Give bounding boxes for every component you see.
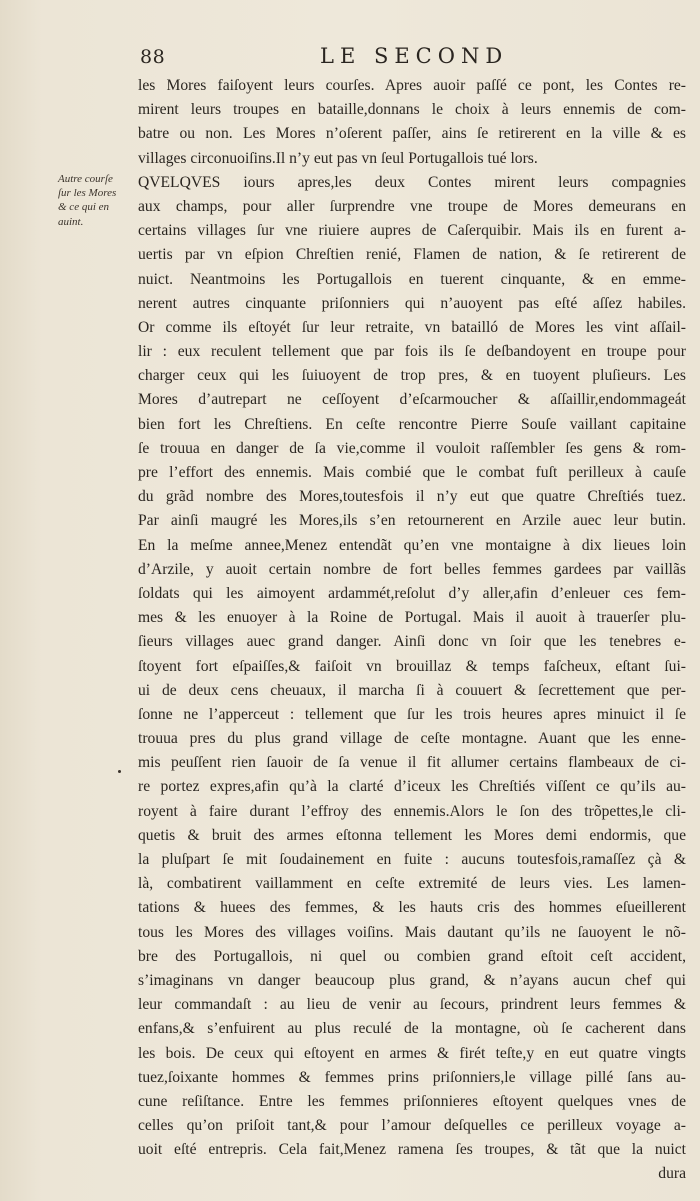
margin-note-line: ſur les Mores <box>58 187 117 200</box>
text-line: uertis par vn eſpion Chreſtien renié, Flamen de nation, & ſe retirerent de <box>138 246 686 264</box>
text-line: trouua pres du plus grand village de ceſte montagne. Auant que les enne- <box>138 730 686 748</box>
text-line: ui de deux cens cheuaux, il marcha ſi à couuert & ſecrettement que per- <box>138 681 686 699</box>
text-line: pre l’effort des ennemis. Mais combié que le combat fuſt perilleux à cauſe <box>138 464 686 481</box>
text-line: Mores d’autrepart ne ceſſoyent d’eſcarmoucher & aſſaillir,endommageát <box>138 391 686 409</box>
text-line: là, combatirent vaillamment en ceſte extremité de leurs vies. Les lamen- <box>138 875 686 893</box>
text-line: tations & huees des femmes, & les hauts cris des hommes eſueillerent <box>138 899 686 917</box>
body-text <box>138 74 686 1187</box>
margin-note-line: Autre courſe <box>58 173 113 185</box>
text-line: royent à faire durant l’effroy des ennemis.Alors le ſon des trõpettes,le cli- <box>138 802 686 820</box>
text-line: mirent leurs troupes en bataille,donnans le choix à leurs ennemis de com- <box>138 101 686 119</box>
text-line: celles qu’on priſoit tant,& pour l’amour deſquelles ce perilleux voyage a- <box>138 1117 686 1135</box>
text-line: cune reſiſtance. Entre les femmes priſonnieres eſtoyent quelques vnes de <box>138 1092 686 1110</box>
text-line: bre des Portugallois, ni quel ou combien grand eſtoit ceſt accident, <box>138 947 686 965</box>
text-line: QVELQVES iours apres,les deux Contes mirent leurs compagnies <box>138 173 686 191</box>
text-line: mes & les enuoyer à la Roine de Portugal. Mais il auoit à trauerſer plu- <box>138 609 686 627</box>
text-line: s’imaginans vn danger beaucoup plus grand, & n’ayans aucun chef qui <box>138 971 686 989</box>
text-line: bien fort les Chreſtiens. En ceſte rencontre Pierre Souſe vaillant capitaine <box>138 415 686 433</box>
text-line: les bois. De ceux qui eſtoyent en armes & firét teſte,y en eut quatre vingts <box>138 1044 686 1062</box>
page-header <box>140 42 680 72</box>
text-line: nerent autres cinquante priſonniers qui n’auoyent pas eſté aſſez habiles. <box>138 294 686 312</box>
text-line: tuez,ſoixante hommes & femmes prins priſonniers,le village pillé ſans au- <box>138 1068 686 1086</box>
running-head: LE SECOND <box>320 44 509 68</box>
text-line: aux champs, pour aller ſurprendre vne troupe de Mores demeurans en <box>138 197 686 215</box>
page-number: 88 <box>140 46 166 68</box>
margin-note <box>58 172 138 229</box>
text-line: les Mores faiſoyent leurs courſes. Apres auoir paſſé ce pont, les Contes re- <box>138 77 686 94</box>
text-line: ſonne ne l’apperceut : tellement que ſur les trois heures apres minuict il ſe <box>138 705 686 723</box>
margin-note-line: & ce qui en <box>58 201 110 214</box>
text-line: leur commandaſt : au lieu de venir au ſecours, prindrent leurs femmes & <box>138 996 686 1014</box>
margin-note-line: auint. <box>58 215 84 228</box>
text-line: certains villages ſur vne riuiere aupres de Caſerquibir. Mais ils en furent a- <box>138 222 686 240</box>
text-line: nuict. Neantmoins les Portugallois en tuerent cinquante, & en emme- <box>138 270 686 288</box>
text-line: batre ou non. Les Mores n’oſerent paſſer, ains ſe retirerent en la ville & es <box>138 125 686 143</box>
text-line: dura <box>658 1165 686 1183</box>
text-line: uoit eſté entrepris. Cela fait,Menez ramena ſes troupes, & tãt que la nuict <box>138 1141 686 1159</box>
text-line: du grãd nombre des Mores,toutesfois il n’y eut que quatre Chreſtiés tuez. <box>138 488 686 506</box>
ink-speck <box>118 770 121 773</box>
text-line: En la meſme annee,Menez entendãt qu’en vne montaigne à dix lieues loin <box>138 536 686 554</box>
text-line: quetis & bruit des armes eſtonna tellement les Mores demi endormis, que <box>138 826 686 844</box>
text-line: tous les Mores des villages voiſins. Mais dautant qu’ils ne ſauoyent le nõ- <box>138 923 686 941</box>
text-line: charger ceux qui les ſuiuoyent de trop pres, & en tuoyent pluſieurs. Les <box>138 367 686 385</box>
text-line: ſoldats qui les aimoyent ardammét,reſolut d’y aller,afin d’enleuer ces fem- <box>138 584 686 602</box>
text-line: Or comme ils eſtoyét ſur leur retraite, vn batailló de Mores les vint aſſail- <box>138 318 686 336</box>
text-line: ſieurs villages auec grand danger. Ainſi donc vn ſoir que les tenebres e- <box>138 633 686 651</box>
text-line: villages circonuoiſins.Il n’y eut pas vn ſeul Portugallois tué lors. <box>138 149 538 167</box>
text-line: mis peuſſent rien ſauoir de ſa venue il fit allumer certains flambeaux de ci- <box>138 754 686 772</box>
text-line: lir : eux reculent tellement que par fois ils ſe deſbandoyent en troupe pour <box>138 343 686 361</box>
text-line: la pluſpart ſe mit ſoudainement en fuite : aucuns toutesfois,ramaſſez çà & <box>138 851 686 868</box>
text-line: re portez expres,afin qu’à la clarté d’iceux les Chreſtiés viſſent ce qu’ils au- <box>138 778 686 796</box>
text-line: d’Arzile, y auoit certain nombre de fort belles femmes gardees par vaillãs <box>138 560 686 578</box>
text-line: enfans,& s’enfuirent au plus reculé de la montagne, où ſe cacherent dans <box>138 1020 686 1038</box>
text-line: ſe trouua en danger de ſa vie,comme il vouloit raſſembler ſes gens & rom- <box>138 439 686 457</box>
text-line: Par ainſi maugré les Mores,ils s’en retournerent en Arzile auec leur butin. <box>138 512 686 530</box>
text-line: ſtoyent fort eſpaiſſes,& faiſoit vn brouillaz & temps faſcheux, eſtant ſui- <box>138 657 686 675</box>
